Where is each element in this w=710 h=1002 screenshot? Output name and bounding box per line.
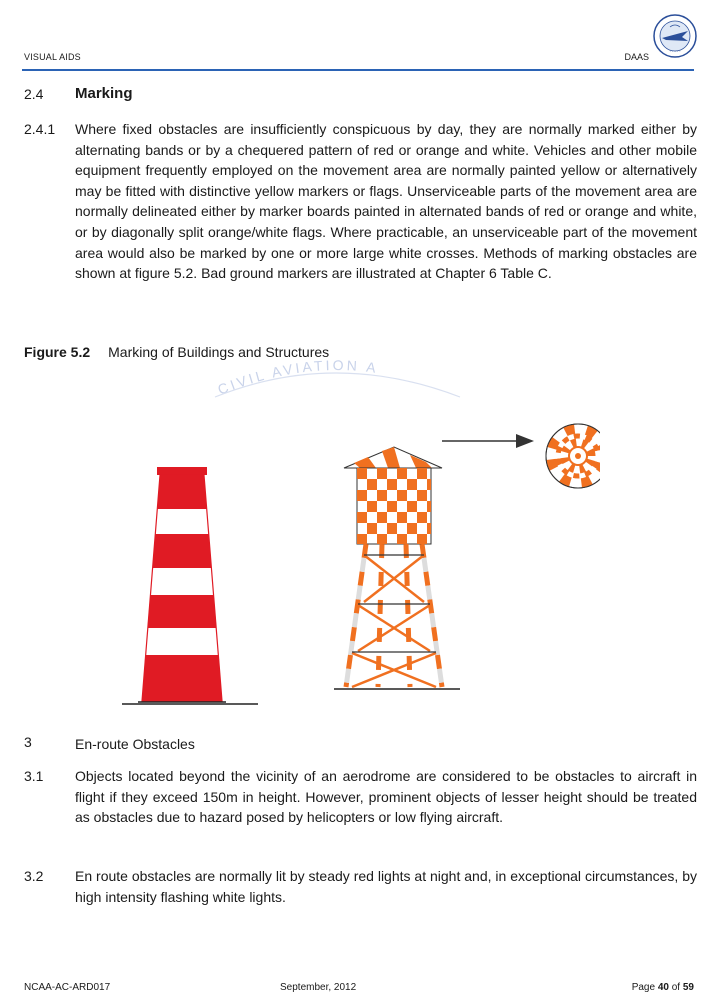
footer-date: September, 2012 xyxy=(280,982,357,993)
paragraph-text: En route obstacles are normally lit by steady red lights at night and, in exceptional circumstances, by high intensity flashing white lights. xyxy=(75,868,697,905)
header-org-label: DAAS xyxy=(624,52,649,62)
figure-label: Figure 5.2 xyxy=(24,344,91,360)
watermark-text: CIVIL AVIATION A xyxy=(215,356,380,398)
banded-chimney xyxy=(138,467,226,702)
header-rule xyxy=(22,69,694,71)
section-title: Marking xyxy=(75,85,133,102)
paragraph-number: 2.4.1 xyxy=(24,121,56,137)
paragraph-text: Objects located beyond the vicinity of an aerodrome are considered to be obstacles to aircraft in flight if they exceed 150m in height. However, prominent objects of lesser height should be treated as obstacles due to hazard posed by helicopters or low flying aircraft. xyxy=(75,768,697,826)
figure-title: Marking of Buildings and Structures xyxy=(108,344,330,360)
footer-doc-id: NCAA-AC-ARD017 xyxy=(24,982,111,993)
tank-top-view xyxy=(546,424,600,488)
arrow-right-icon xyxy=(442,434,534,448)
svg-text:· · · · ·: · · · · · xyxy=(669,49,681,54)
section-number: 2.4 xyxy=(24,86,44,102)
section-number: 3 xyxy=(24,734,32,750)
header-section-label: VISUAL AIDS xyxy=(24,52,81,62)
paragraph-number: 3.2 xyxy=(24,868,44,884)
section-title: En-route Obstacles xyxy=(75,736,195,752)
footer-page-number: Page 40 of 59 xyxy=(631,982,694,993)
water-tower xyxy=(334,447,460,689)
organization-seal-icon xyxy=(652,13,698,59)
paragraph-text: Where fixed obstacles are insufficiently conspicuous by day, they are normally marked either by alternating bands or by a chequered pattern of red or orange and white. Vehicles and other mobile equipment frequently employed on the movement area are normally painted yellow or alternatively may be fitted with distinctive yellow markers or flags. Unserviceable parts of the movement area are normally delineated either by marker boards painted in alternated bands of red or orange and white, or by diagonally split orange/white flags. Where practicable, an unserviceable part of the movement area would also be marked by one or more large white crosses. Methods of marking obstacles are shown at figure 5.2. Bad ground markers are illustrated at Chapter 6 Table C. xyxy=(75,121,697,282)
paragraph-number: 3.1 xyxy=(24,768,44,784)
marking-figure xyxy=(120,355,600,715)
